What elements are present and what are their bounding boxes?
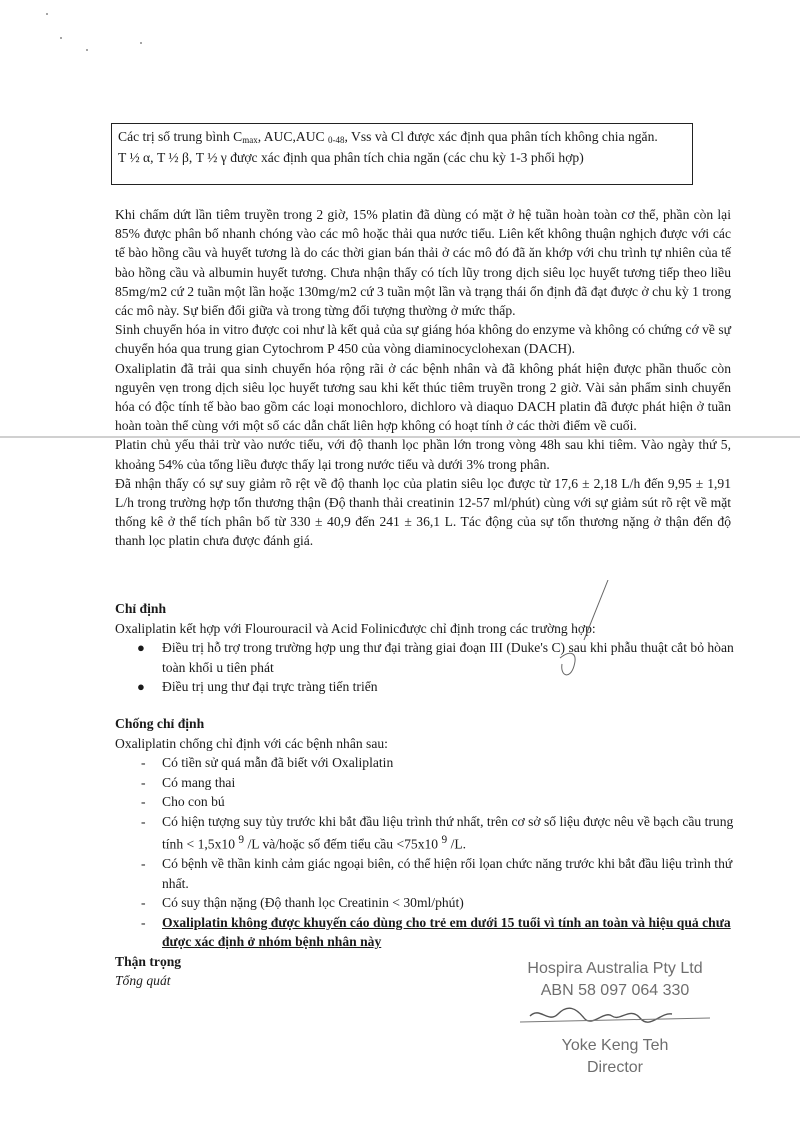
company-stamp — [500, 958, 730, 1079]
section-heading: Chỉ định — [115, 601, 167, 616]
list-item: - Có tiền sử quá mẫn đã biết với Oxaliplatin — [141, 755, 394, 770]
pharmacokinetics-text — [115, 205, 731, 551]
section-heading: Chống chỉ định — [115, 716, 205, 731]
section-intro: Oxaliplatin chống chỉ định với các bệnh nhân sau: — [115, 735, 388, 751]
section-intro: Oxaliplatin kết hợp với Flourouracil và Acid Folinicđược chỉ định trong các trường hợp: — [115, 620, 596, 636]
scan-artifact-line — [0, 436, 800, 438]
list-item: - Cho con bú — [141, 794, 225, 809]
list-item: - Có suy thận nặng (Độ thanh lọc Creatinin < 30ml/phút) — [141, 895, 464, 911]
indications-section — [115, 599, 735, 697]
indications-list — [115, 638, 735, 697]
paragraph: Đã nhận thấy có sự suy giảm rõ rệt về độ thanh lọc của platin siêu lọc được từ 17,6 ± 2,18 L/h đến 9,95 ± 1,91 L/h trong trường hợp tổn thương thận (Độ thanh thải creatinin 12-57 ml/phút) cùng với sự giảm sút rõ rệt về mặt thống kê ở thể tích phân bố từ 330 ± 40,9 đến 241 ± 36,1 L. Tác động của sự tổn thương nặng ở thận đến độ thanh lọc platin chưa được đánh giá. — [115, 475, 731, 549]
list-item: - Có hiện tượng suy tủy trước khi bắt đầu liệu trình thứ nhất, trên cơ sở số liệu được nêu về bạch cầu trung tính < 1,5x10 $^9$ /L và/hoặc số đếm tiểu cầu <75x10 $^9$ /L. — [141, 813, 734, 852]
paragraph: Sinh chuyển hóa in vitro được coi như là kết quả của sự giáng hóa không do enzyme và không có chứng cớ về sự chuyển hóa qua trung gian Cytochrom P 450 của vòng diaminocyclohexan (DACH). — [115, 322, 731, 357]
pen-mark-icon — [540, 580, 620, 700]
precautions-heading: Thận trọng — [115, 953, 182, 969]
paragraph: Oxaliplatin đã trải qua sinh chuyển hóa rộng rãi ở các bệnh nhân và đã không phát hiện được phần thuốc còn nguyên vẹn trong dịch siêu lọc huyết tương sau khi kết thúc tiêm truyền trong 2 giờ. Vài sản phẩm sinh chuyển hóa có độc tính tế bào bao gồm các loại monochloro, dichloro và diaquo DACH platin đã được phát hiện ở tuần hoàn toàn thể cùng với một số các dẫn chất liên hợp không có hoạt tính ở các thời điểm về cuối. — [115, 360, 731, 434]
contraindications-section — [115, 714, 735, 991]
stamp-abn: ABN 58 097 064 330 — [540, 982, 690, 999]
list-item: - Oxaliplatin không được khuyến cáo dùng cho trẻ em dưới 15 tuổi vì tính an toàn và hiệu quả chưa được xác định ở nhóm bệnh nhân này — [141, 914, 731, 950]
list-item: - Có bệnh về thần kinh cảm giác ngoại biên, có thể hiện rối lọan chức năng trước khi bắt đầu liệu trình thứ nhất. — [141, 856, 733, 891]
stamp-title: Director — [586, 1059, 643, 1076]
bullet-icon: ● — [137, 679, 145, 694]
list-item: ● Điều trị ung thư đại trực tràng tiến triển — [115, 677, 735, 697]
stamp-name: Yoke Keng Teh — [561, 1037, 669, 1054]
pharmacokinetic-note-box — [111, 123, 693, 185]
list-item: ● Điều trị hỗ trợ trong trường hợp ung thư đại tràng giai đoạn III (Duke's C) sau khi phẫu thuật cắt bỏ hòan toàn khối u tiên phát — [137, 640, 734, 675]
contraindications-list — [115, 753, 735, 952]
precautions-subheading: Tổng quát — [115, 973, 171, 989]
paragraph: Khi chấm dứt lần tiêm truyền trong 2 giờ, 15% platin đã dùng có mặt ở hệ tuần hoàn toàn cơ thể, phần còn lại 85% được phân bố nhanh chóng vào các mô hoặc thải qua nước tiểu. Liên kết không thuận nghịch được với các tế bào hồng cầu và huyết tương là do các thời gian bán thải ở các mô đó đã ăn khớp với chu trình tự nhiên của tế bào hồng cầu và albumin huyết tương. Chưa nhận thấy có tích lũy trong dịch siêu lọc huyết tương tiếp theo liều 85mg/m2 cứ 2 tuần một lần hoặc 130mg/m2 cứ 3 tuần một lần và trạng thái ổn định đã đạt được ở chu kỳ 1 trong các mô này. Sự biến đổi giữa và trong từng đối tượng thường ở mức thấp. — [115, 207, 731, 319]
bullet-icon: ● — [137, 640, 145, 655]
list-item: - Có mang thai — [141, 774, 236, 790]
paragraph: Platin chủ yếu thải trừ vào nước tiểu, với độ thanh lọc phần lớn trong vòng 48h sau khi tiêm. Vào ngày thứ 5, khoảng 54% của tổng liều được thấy lại trong nước tiểu và dưới 3% trong phân. — [115, 437, 731, 472]
note-line-2: T ½ α, T ½ β, T ½ γ được xác định qua phân tích chia ngăn (các chu kỳ 1-3 phối hợp) — [118, 150, 584, 165]
stamp-company: Hospira Australia Pty Ltd — [527, 960, 703, 977]
note-line-1: Các trị số trung bình $C_{max}$, AUC,AUC $_{0-48}$, Vss và Cl được xác định qua phân tích không chia ngăn. — [118, 129, 658, 145]
signature-icon — [500, 1002, 730, 1028]
